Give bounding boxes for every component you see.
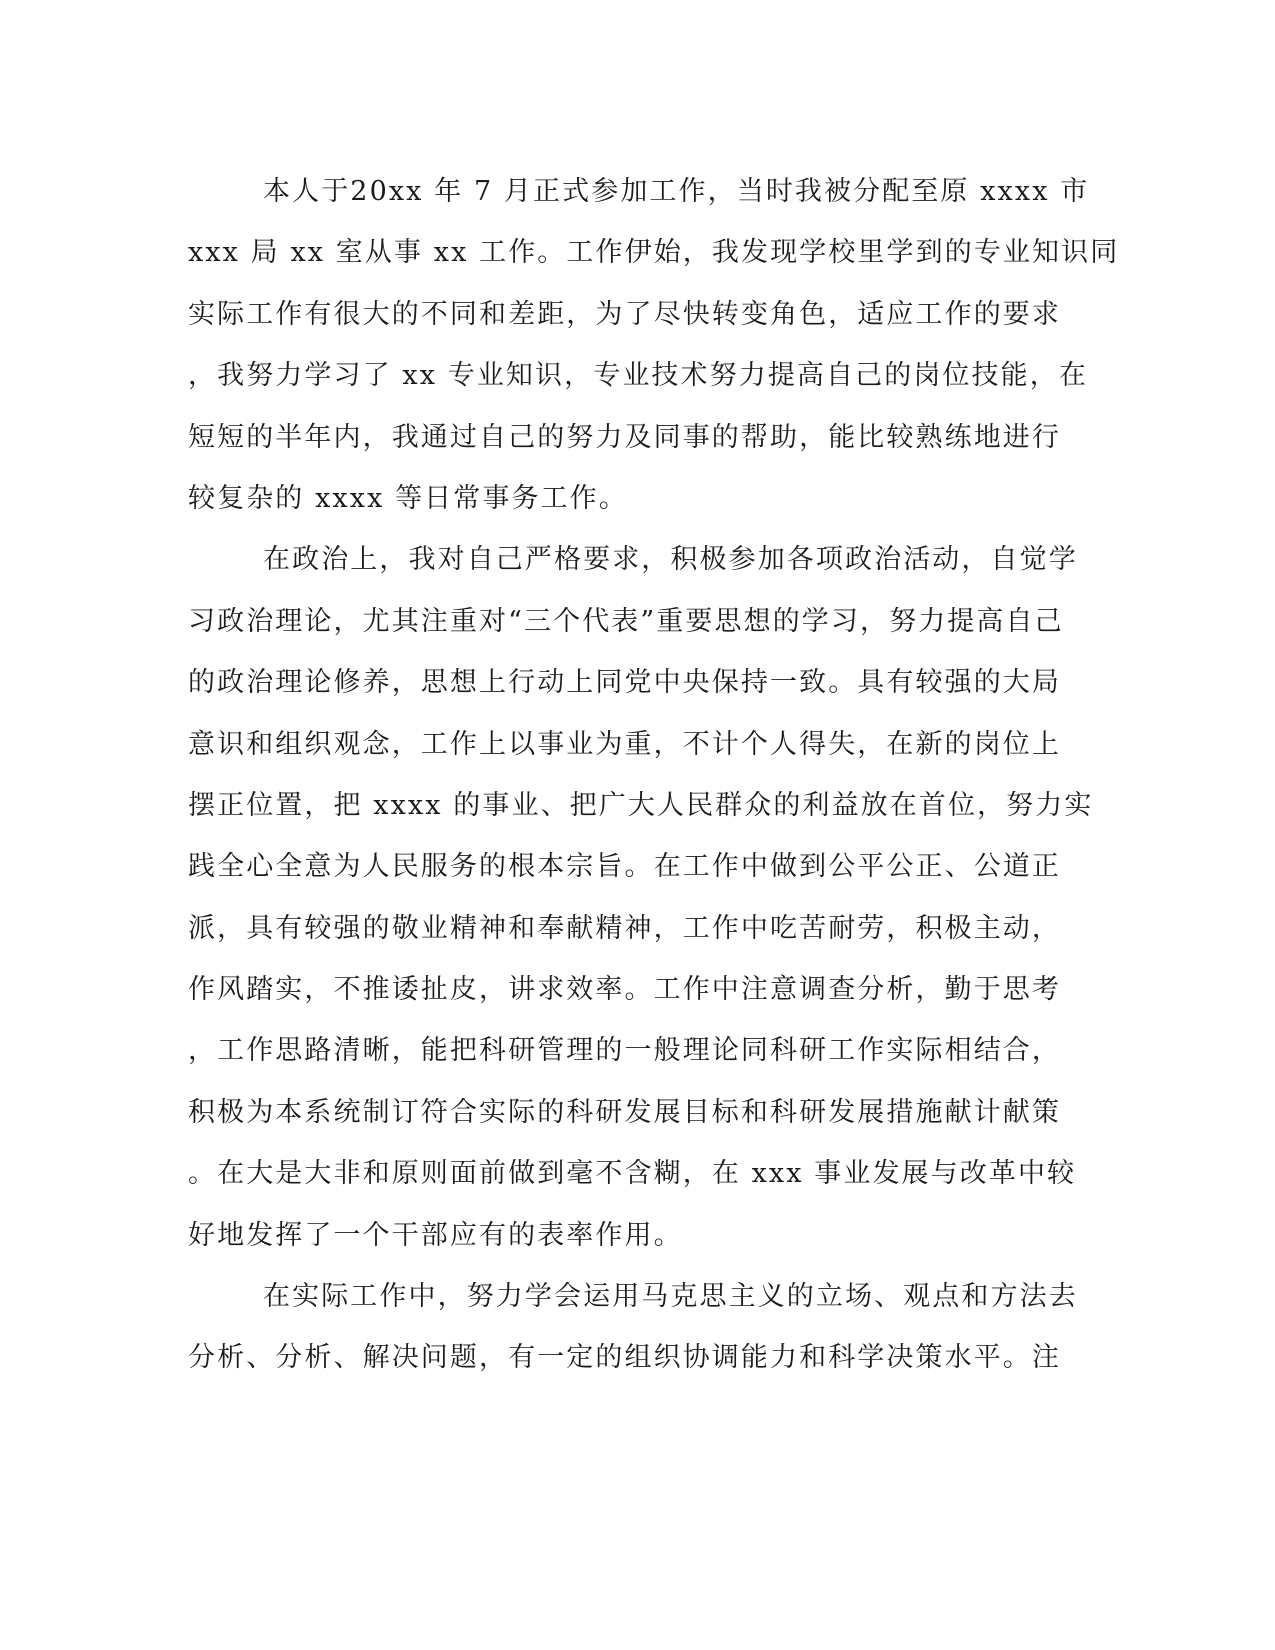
paragraph-2-line-9: ，工作思路清晰，能把科研管理的一般理论同科研工作实际相结合， [188,1035,1061,1067]
paragraph-2-line-2: 习政治理论，尤其注重对“三个代表”重要思想的学习，努力提高自己 [188,605,1064,637]
paragraph-1-line-1: 本人于20xx 年 7 月正式参加工作，当时我被分配至原 xxxx 市 [263,176,1090,207]
paragraph-1-line-2: xxx 局 xx 室从事 xx 工作。工作伊始，我发现学校里学到的专业知识同 [188,237,1120,269]
paragraph-3-line-2: 分析、分析、解决问题，有一定的组织协调能力和科学决策水平。注 [188,1342,1061,1374]
paragraph-2-line-5: 摆正位置，把 xxxx 的事业、把广大人民群众的利益放在首位，努力实 [188,789,1094,821]
paragraph-2-line-8: 作风踏实，不推诿扯皮，讲求效率。工作中注意调查分析，勤于思考 [188,974,1061,1006]
paragraph-2-line-10: 积极为本系统制订符合实际的科研发展目标和科研发展措施献计献策 [188,1096,1061,1128]
paragraph-1-line-5: 短短的半年内，我通过自己的努力及同事的帮助，能比较熟练地进行 [188,421,1061,453]
paragraph-2-line-1: 在政治上，我对自己严格要求，积极参加各项政治活动，自觉学 [263,544,1078,576]
body-text [188,161,1120,1389]
paragraph-1-line-6: 较复杂的 xxxx 等日常事务工作。 [188,482,628,514]
paragraph-2-line-4: 意识和组织观念，工作上以事业为重，不计个人得失，在新的岗位上 [188,728,1061,760]
paragraph-1-line-4: ，我努力学习了 xx 专业知识，专业技术努力提高自己的岗位技能，在 [188,360,1088,392]
paragraph-2-line-12: 好地发挥了一个干部应有的表率作用。 [188,1219,683,1251]
paragraph-2-line-6: 践全心全意为人民服务的根本宗旨。在工作中做到公平公正、公道正 [188,851,1061,883]
paragraph-1-line-3: 实际工作有很大的不同和差距，为了尽快转变角色，适应工作的要求 [188,298,1061,330]
paragraph-2-line-11: 。在大是大非和原则面前做到毫不含糊，在 xxx 事业发展与改革中较 [188,1158,1077,1190]
paragraph-2-line-3: 的政治理论修养，思想上行动上同党中央保持一致。具有较强的大局 [188,667,1061,699]
paragraph-3-line-1: 在实际工作中，努力学会运用马克思主义的立场、观点和方法去 [263,1281,1078,1313]
paragraph-2-line-7: 派，具有较强的敬业精神和奉献精神，工作中吃苦耐劳，积极主动， [188,912,1061,944]
